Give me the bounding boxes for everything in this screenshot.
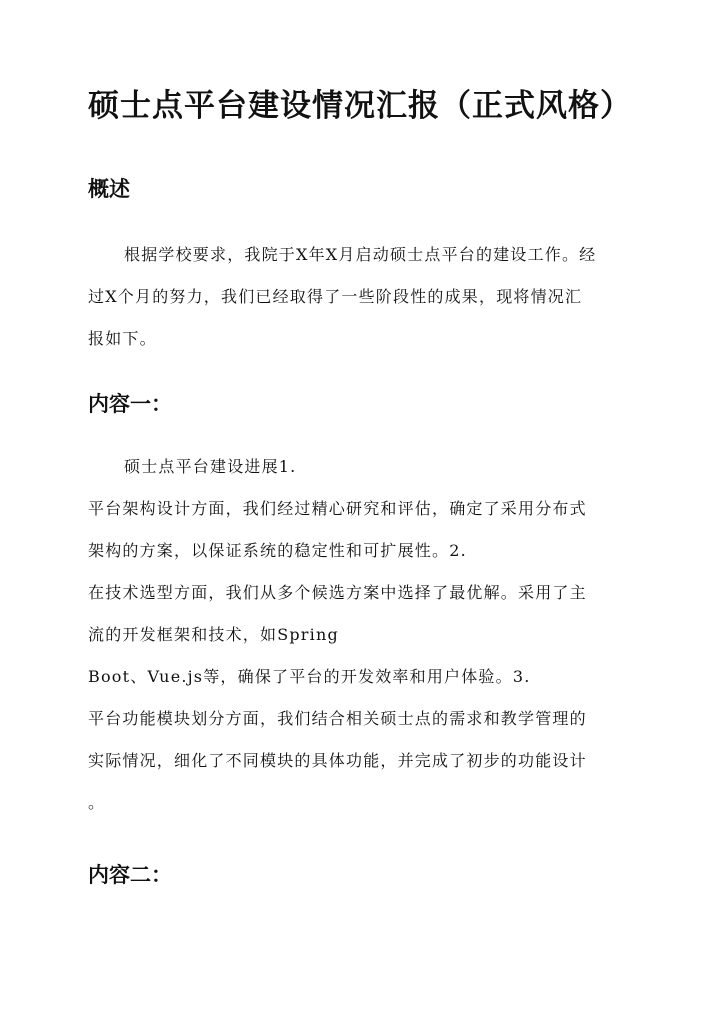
section-heading-content-two: 内容二： [88, 862, 172, 887]
paragraph-line: 过X个月的努力，我们已经取得了一些阶段性的成果，现将情况汇 [88, 287, 583, 306]
paragraph-line: 报如下。 [88, 329, 157, 348]
paragraph-line: 在技术选型方面，我们从多个候选方案中选择了最优解。采用了主 [88, 583, 587, 602]
section-heading-overview: 概述 [88, 176, 130, 201]
paragraph-line: Boot、Vue.js等，确保了平台的开发效率和用户体验。3. [88, 667, 531, 686]
paragraph-line: 根据学校要求，我院于X年X月启动硕士点平台的建设工作。经 [124, 245, 597, 264]
overview-paragraph [88, 234, 648, 360]
paragraph-line: 。 [88, 793, 106, 812]
content-one-paragraph [88, 446, 648, 824]
document-title: 硕士点平台建设情况汇报（正式风格） [88, 88, 632, 124]
paragraph-line: 流的开发框架和技术，如Spring [88, 625, 339, 644]
paragraph-line: 硕士点平台建设进展1. [124, 457, 297, 476]
section-heading-content-one: 内容一： [88, 391, 172, 416]
paragraph-line: 平台架构设计方面，我们经过精心研究和评估，确定了采用分布式 [88, 499, 587, 518]
paragraph-line: 架构的方案，以保证系统的稳定性和可扩展性。2. [88, 541, 467, 560]
paragraph-line: 平台功能模块划分方面，我们结合相关硕士点的需求和教学管理的 [88, 709, 587, 728]
paragraph-line: 实际情况，细化了不同模块的具体功能，并完成了初步的功能设计 [88, 751, 587, 770]
